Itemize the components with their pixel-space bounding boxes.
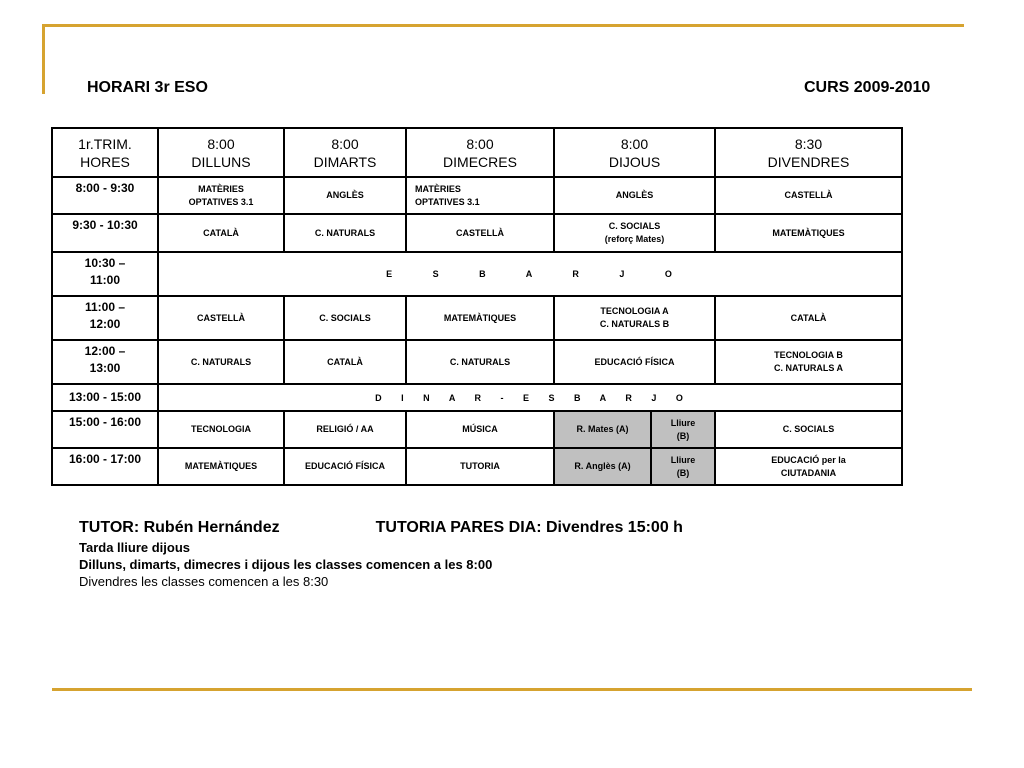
class-cell: C. NATURALS	[406, 340, 554, 384]
class-cell: EDUCACIÓ FÍSICA	[554, 340, 715, 384]
header-line: HORES	[80, 153, 130, 170]
hour-cell: 8:00 - 9:30	[52, 177, 158, 214]
header-line: DIJOUS	[608, 153, 661, 170]
hour-cell: 13:00 - 15:00	[52, 384, 158, 411]
class-cell	[651, 448, 715, 485]
class-cell	[406, 177, 554, 214]
class-cell	[715, 448, 902, 485]
hour-cell	[52, 296, 158, 340]
cell-line: (B)	[676, 430, 690, 441]
break-banner	[158, 252, 902, 296]
hour-line: 12:00	[89, 317, 121, 331]
header-line: 8:00	[620, 135, 649, 152]
note-free-afternoon: Tarda lliure dijous	[79, 540, 191, 555]
header-thursday	[554, 128, 715, 177]
class-cell	[651, 411, 715, 448]
cell-line: MATÈRIES	[415, 183, 461, 194]
class-cell: ANGLÈS	[284, 177, 406, 214]
tutor-name: TUTOR: Rubén Hernández	[79, 519, 280, 536]
hour-cell: 15:00 - 16:00	[52, 411, 158, 448]
table-row	[52, 340, 902, 384]
header-row	[52, 128, 902, 177]
hour-line: 10:30 –	[84, 256, 126, 270]
left-accent-line	[42, 24, 45, 94]
class-cell: MATEMÀTIQUES	[406, 296, 554, 340]
class-cell: CASTELLÀ	[158, 296, 284, 340]
note-start-time: Dilluns, dimarts, dimecres i dijous les classes comencen a les 8:00	[79, 557, 493, 572]
class-cell: MATEMÀTIQUES	[715, 214, 902, 252]
cell-line: C. NATURALS B	[599, 319, 670, 329]
class-cell: CATALÀ	[158, 214, 284, 252]
class-cell: CATALÀ	[284, 340, 406, 384]
hour-cell	[52, 340, 158, 384]
class-cell	[554, 296, 715, 340]
class-cell: RELIGIÓ / AA	[284, 411, 406, 448]
table-row	[52, 411, 902, 448]
header-line: DIVENDRES	[767, 153, 850, 170]
header-line: DILLUNS	[191, 153, 251, 170]
class-cell: R. Mates (A)	[554, 411, 651, 448]
cell-line: Lliure	[670, 417, 696, 428]
lunch-label: D I N A R - E S B A R J O	[375, 392, 685, 403]
cell-line: (B)	[676, 467, 690, 478]
cell-line: (reforç Mates)	[604, 234, 665, 244]
header-friday	[715, 128, 902, 177]
cell-line: EDUCACIÓ per la	[771, 454, 846, 465]
cell-line: Lliure	[670, 454, 696, 465]
class-cell: MATEMÀTIQUES	[158, 448, 284, 485]
course-year: CURS 2009-2010	[804, 79, 931, 96]
note-friday-start: Divendres les classes comencen a les 8:30	[79, 574, 329, 589]
class-cell: MÚSICA	[406, 411, 554, 448]
hour-line: 11:00	[89, 273, 121, 287]
cell-line: MATÈRIES	[198, 183, 244, 194]
header-line: DIMARTS	[313, 153, 377, 170]
hour-line: 13:00	[89, 361, 121, 375]
cell-line: C. NATURALS A	[774, 363, 843, 373]
schedule-table	[51, 127, 903, 486]
class-cell: TECNOLOGIA	[158, 411, 284, 448]
cell-line: CIUTADANIA	[780, 467, 837, 478]
table-row	[52, 384, 902, 411]
class-cell: C. SOCIALS	[284, 296, 406, 340]
class-cell	[554, 214, 715, 252]
class-cell: TUTORIA	[406, 448, 554, 485]
table-row	[52, 252, 902, 296]
class-cell: R. Anglès (A)	[554, 448, 651, 485]
header-line: 1r.TRIM.	[78, 135, 132, 152]
class-cell: EDUCACIÓ FÍSICA	[284, 448, 406, 485]
class-cell: C. SOCIALS	[715, 411, 902, 448]
header-hours	[52, 128, 158, 177]
table-row	[52, 214, 902, 252]
class-cell: C. NATURALS	[158, 340, 284, 384]
class-cell	[158, 177, 284, 214]
bottom-accent-line	[52, 688, 972, 691]
header-line: 8:00	[207, 135, 235, 152]
hour-cell: 16:00 - 17:00	[52, 448, 158, 485]
cell-line: TECNOLOGIA A	[600, 306, 669, 316]
header-tuesday	[284, 128, 406, 177]
header-line: 8:00	[466, 135, 494, 152]
class-cell: CASTELLÀ	[406, 214, 554, 252]
hour-cell	[52, 252, 158, 296]
cell-line: OPTATIVES 3.1	[415, 196, 480, 207]
header-monday	[158, 128, 284, 177]
table-row	[52, 177, 902, 214]
header-line: 8:30	[794, 135, 823, 152]
tutoria-schedule: TUTORIA PARES DIA: Divendres 15:00 h	[375, 519, 683, 536]
lunch-banner	[158, 384, 902, 411]
tutor-line	[79, 519, 683, 537]
cell-line: OPTATIVES 3.1	[188, 196, 254, 207]
hour-line: 11:00 –	[84, 300, 126, 314]
page-title: HORARI 3r ESO	[87, 79, 208, 96]
header-line: DIMECRES	[443, 153, 517, 170]
cell-line: TECNOLOGIA B	[774, 350, 843, 360]
hour-cell: 9:30 - 10:30	[52, 214, 158, 252]
class-cell: CASTELLÀ	[715, 177, 902, 214]
table-row	[52, 296, 902, 340]
header-wednesday	[406, 128, 554, 177]
break-label: E S B A R J O	[386, 269, 674, 279]
header-line: 8:00	[331, 135, 359, 152]
hour-line: 12:00 –	[84, 344, 126, 358]
class-cell: CATALÀ	[715, 296, 902, 340]
cell-line: C. SOCIALS	[608, 221, 661, 231]
class-cell: C. NATURALS	[284, 214, 406, 252]
class-cell: ANGLÈS	[554, 177, 715, 214]
table-row	[52, 448, 902, 485]
top-accent-line	[42, 24, 964, 27]
class-cell	[715, 340, 902, 384]
